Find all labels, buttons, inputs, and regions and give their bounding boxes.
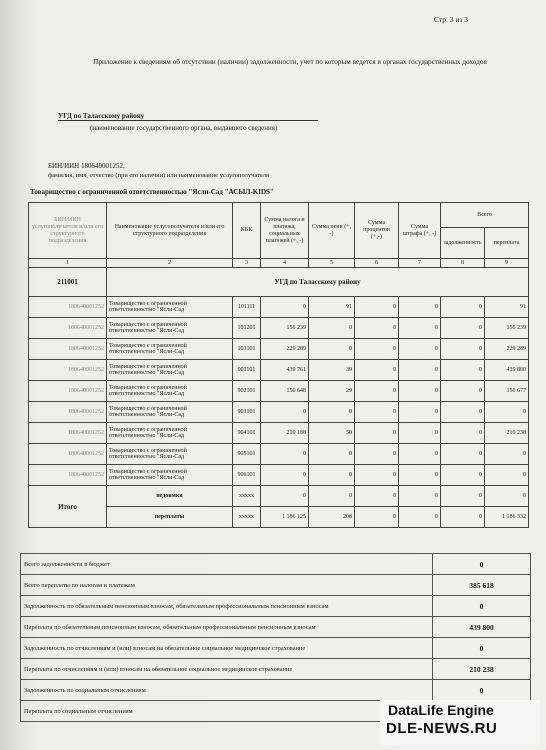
cell-bin: 180640001252	[29, 402, 107, 423]
cell-debt: 0	[441, 423, 485, 444]
cell-debt: 0	[441, 402, 485, 423]
cell-bin: 180640001252	[29, 423, 107, 444]
cell-fine: 0	[399, 297, 441, 318]
nedoimka-overpay: 0	[485, 486, 529, 507]
cell-over: 0	[485, 402, 529, 423]
table-row	[29, 465, 529, 486]
cell-bin: 180640001252	[29, 297, 107, 318]
summary-value: 0	[433, 638, 531, 659]
issuing-organization: УГД по Таласскому району	[58, 112, 318, 121]
taxpayer-name: Товарищество с ограниченной ответственностью "Ясли-Сад "АСЫЛ-KIDS"	[30, 188, 274, 196]
cell-debt: 0	[441, 465, 485, 486]
cell-pen: 91	[309, 297, 355, 318]
cell-debt: 0	[441, 297, 485, 318]
header-total: Всего	[441, 203, 529, 228]
pereplaty-penalty: 208	[309, 507, 355, 528]
cell-over: 150 677	[485, 381, 529, 402]
cell-fine: 0	[399, 423, 441, 444]
summary-table	[20, 553, 531, 722]
pereplaty-interest: 0	[355, 507, 399, 528]
summary-label: Переплата по отчислениям и (или) взносам на обязательное социальное медицинское страхование	[21, 659, 433, 680]
cell-kbk: 903101	[233, 402, 261, 423]
cell-tax: 439 761	[261, 360, 309, 381]
table-row	[29, 381, 529, 402]
summary-label: Всего переплаты по налогам и платежам	[21, 575, 433, 596]
cell-pen: 0	[309, 318, 355, 339]
cell-tax: 0	[261, 444, 309, 465]
table-row	[29, 339, 529, 360]
cell-name: Товарищество с ограниченной ответственностью "Ясли-Сад	[107, 360, 233, 381]
issuing-organization-caption: (наименование государственного органа, выдавшего сведения)	[90, 124, 278, 132]
cell-kbk: 103101	[233, 339, 261, 360]
cell-tax: 210 188	[261, 423, 309, 444]
pereplaty-kbk: xxxxx	[233, 507, 261, 528]
col-number: 6	[355, 259, 399, 268]
cell-over: 156 239	[485, 318, 529, 339]
cell-tax: 0	[261, 402, 309, 423]
cell-debt: 0	[441, 360, 485, 381]
header-name: Наименование услугополучателя и/или его структурного подразделения	[107, 203, 233, 259]
cell-pen: 0	[309, 465, 355, 486]
cell-kbk: 906101	[233, 465, 261, 486]
summary-row	[21, 575, 531, 596]
cell-name: Товарищество с ограниченной ответственностью "Ясли-Сад	[107, 402, 233, 423]
cell-int: 0	[355, 297, 399, 318]
cell-debt: 0	[441, 444, 485, 465]
cell-bin: 180640001252	[29, 360, 107, 381]
cell-kbk: 101111	[233, 297, 261, 318]
cell-bin: 180640001252	[29, 444, 107, 465]
group-code: 211001	[29, 268, 107, 297]
cell-pen: 0	[309, 444, 355, 465]
table-row	[29, 423, 529, 444]
cell-fine: 0	[399, 444, 441, 465]
header-tax: Сумма налога и платежа, социальных платежей (+, -)	[261, 203, 309, 259]
cell-name: Товарищество с ограниченной ответственностью "Ясли-Сад	[107, 465, 233, 486]
col-number: 4	[261, 259, 309, 268]
col-number: 7	[399, 259, 441, 268]
cell-over: 0	[485, 465, 529, 486]
summary-value: 439 800	[433, 617, 531, 638]
cell-int: 0	[355, 339, 399, 360]
cell-kbk: 905101	[233, 444, 261, 465]
cell-int: 0	[355, 381, 399, 402]
watermark-line2: DLE-NEWS.RU	[386, 720, 498, 737]
document-heading: Приложение к сведениям об отсутствии (наличии) задолженности, учет по которым ведется в органах государственных доходов	[93, 58, 487, 66]
summary-label: Задолженность по отчислениям и (или) взносам на обязательное социальное медицинское страхование	[21, 638, 433, 659]
summary-value: 385 618	[433, 575, 531, 596]
cell-bin: 180640001252	[29, 339, 107, 360]
cell-fine: 0	[399, 465, 441, 486]
cell-int: 0	[355, 465, 399, 486]
cell-bin: 180640001252	[29, 465, 107, 486]
watermark-line1: DataLife Engine	[388, 702, 494, 718]
col-number: 9	[485, 259, 529, 268]
cell-tax: 156 239	[261, 318, 309, 339]
summary-row	[21, 638, 531, 659]
col-number: 8	[441, 259, 485, 268]
cell-tax: 150 648	[261, 381, 309, 402]
cell-pen: 50	[309, 423, 355, 444]
summary-label: Всего задолженности в бюджет	[21, 554, 433, 575]
taxpayer-caption: фамилия, имя, отчество (при его наличии) или наименование услугополучателя	[48, 172, 270, 179]
summary-row	[21, 596, 531, 617]
nedoimka-fine: 0	[399, 486, 441, 507]
cell-kbk: 101201	[233, 318, 261, 339]
summary-row	[21, 680, 531, 701]
table-row	[29, 444, 529, 465]
cell-fine: 0	[399, 339, 441, 360]
table-row	[29, 360, 529, 381]
taxpayer-id: БИН/ИИН 180640001252,	[48, 162, 125, 170]
nedoimka-label: недоимки	[107, 486, 233, 507]
cell-kbk: 902101	[233, 381, 261, 402]
col-number: 5	[309, 259, 355, 268]
taxpayer-block	[48, 162, 269, 180]
cell-debt: 0	[441, 339, 485, 360]
column-numbers-row	[29, 259, 529, 268]
cell-name: Товарищество с ограниченной ответственностью "Ясли-Сад	[107, 297, 233, 318]
summary-value: 0	[433, 596, 531, 617]
summary-value: 210 238	[433, 659, 531, 680]
summary-row	[21, 554, 531, 575]
summary-row	[21, 659, 531, 680]
nedoimka-penalty: 0	[309, 486, 355, 507]
header-overpay: переплата	[485, 228, 529, 259]
cell-name: Товарищество с ограниченной ответственностью "Ясли-Сад	[107, 444, 233, 465]
summary-label: Задолженность по обязательным пенсионным взносам, обязательным профессиональным пенсионным взносам	[21, 596, 433, 617]
nedoimka-kbk: xxxxx	[233, 486, 261, 507]
summary-value: 0	[433, 680, 531, 701]
cell-int: 0	[355, 423, 399, 444]
col-number: 3	[233, 259, 261, 268]
cell-int: 0	[355, 318, 399, 339]
header-debt: задолженность	[441, 228, 485, 259]
header-penalty: Сумма пени (+, -)	[309, 203, 355, 259]
cell-pen: 0	[309, 339, 355, 360]
cell-int: 0	[355, 444, 399, 465]
cell-bin: 180640001252	[29, 381, 107, 402]
cell-kbk: 904101	[233, 423, 261, 444]
col-number: 1	[29, 259, 107, 268]
cell-tax: 229 289	[261, 339, 309, 360]
page-number: Стр. 3 из 3	[434, 15, 468, 24]
header-fine: Сумма штрафа (+, -)	[399, 203, 441, 259]
cell-debt: 0	[441, 381, 485, 402]
group-row	[29, 268, 529, 297]
pereplaty-overpay: 1 186 332	[485, 507, 529, 528]
cell-name: Товарищество с ограниченной ответственностью "Ясли-Сад	[107, 423, 233, 444]
table-rows	[29, 297, 529, 486]
total-nedoimka-row	[29, 486, 529, 507]
summary-row	[21, 617, 531, 638]
cell-over: 0	[485, 444, 529, 465]
cell-fine: 0	[399, 318, 441, 339]
pereplaty-label: переплаты	[107, 507, 233, 528]
cell-int: 0	[355, 360, 399, 381]
group-name: УГД по Таласскому району	[107, 268, 529, 297]
cell-name: Товарищество с ограниченной ответственностью "Ясли-Сад	[107, 381, 233, 402]
nedoimka-debt: 0	[441, 486, 485, 507]
cell-tax: 0	[261, 297, 309, 318]
pereplaty-tax: 1 186 125	[261, 507, 309, 528]
cell-pen: 29	[309, 381, 355, 402]
cell-fine: 0	[399, 381, 441, 402]
pereplaty-debt: 0	[441, 507, 485, 528]
table-header-row	[29, 203, 529, 228]
summary-label: Задолженность по социальным отчислениям	[21, 680, 433, 701]
cell-pen: 0	[309, 402, 355, 423]
cell-fine: 0	[399, 402, 441, 423]
header-kbk: КБК	[233, 203, 261, 259]
cell-tax: 0	[261, 465, 309, 486]
header-bin: БИН/ИИН услугополучателя и/или его структурного подразделения	[29, 203, 107, 259]
header-interest: Сумма процентов (+,-)	[355, 203, 399, 259]
nedoimka-interest: 0	[355, 486, 399, 507]
summary-value: 0	[433, 554, 531, 575]
cell-int: 0	[355, 402, 399, 423]
cell-over: 210 238	[485, 423, 529, 444]
cell-name: Товарищество с ограниченной ответственностью "Ясли-Сад	[107, 318, 233, 339]
cell-over: 91	[485, 297, 529, 318]
col-number: 2	[107, 259, 233, 268]
cell-over: 229 289	[485, 339, 529, 360]
cell-name: Товарищество с ограниченной ответственностью "Ясли-Сад	[107, 339, 233, 360]
summary-label: Переплата по обязательным пенсионным взносам, обязательным профессиональным пенсионным взносам	[21, 617, 433, 638]
cell-pen: 39	[309, 360, 355, 381]
cell-fine: 0	[399, 360, 441, 381]
summary-label: Переплата по социальным отчислениям	[21, 701, 433, 722]
cell-bin: 180640001252	[29, 318, 107, 339]
table-row	[29, 402, 529, 423]
table-row	[29, 318, 529, 339]
total-label: Итого	[29, 486, 107, 528]
cell-over: 439 800	[485, 360, 529, 381]
cell-kbk: 901101	[233, 360, 261, 381]
debt-table	[28, 202, 529, 528]
table-row	[29, 297, 529, 318]
cell-debt: 0	[441, 318, 485, 339]
nedoimka-tax: 0	[261, 486, 309, 507]
pereplaty-fine: 0	[399, 507, 441, 528]
